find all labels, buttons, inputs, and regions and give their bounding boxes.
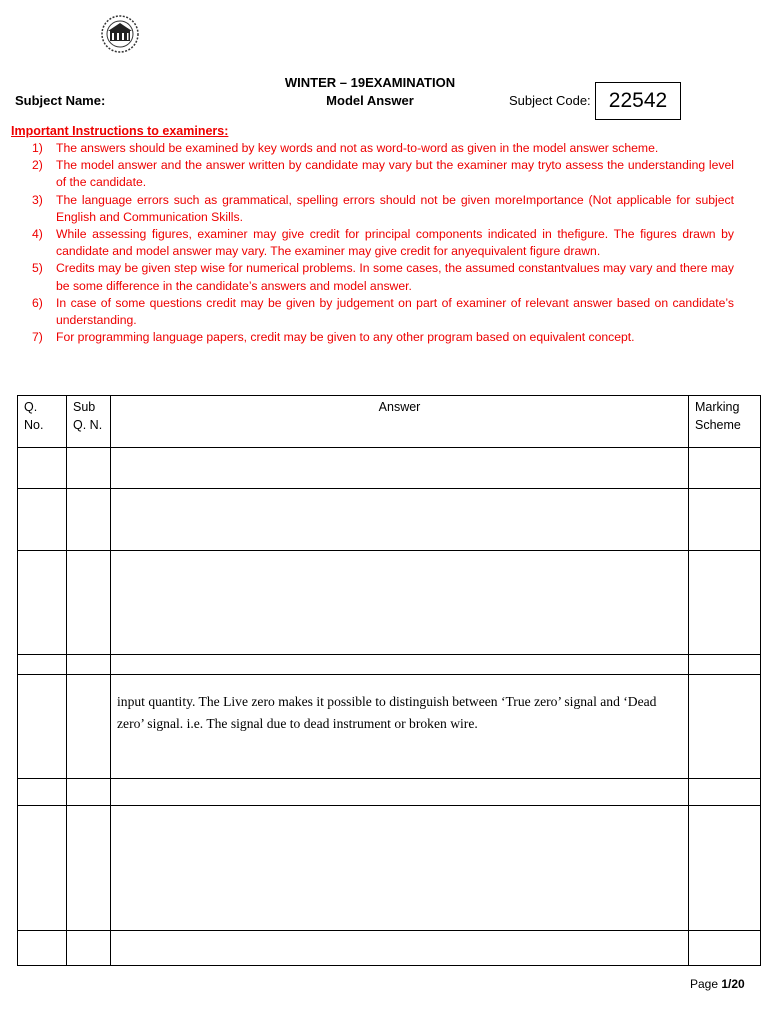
instruction-text: Credits may be given step wise for numerical problems. In some cases, the assumed constantvalues may vary and there may be some difference in the candidate’s answers and model answer. bbox=[56, 261, 734, 293]
instruction-text: The model answer and the answer written by candidate may vary but the examiner may tryto assess the understanding level of the candidate. bbox=[56, 158, 734, 190]
instruction-text: In case of some questions credit may be given by judgement on part of examiner of relevant answer based on candidate’s understanding. bbox=[56, 295, 734, 328]
instruction-number: 1) bbox=[32, 141, 43, 155]
exam-title: WINTER – 19EXAMINATION bbox=[284, 75, 456, 90]
table-row bbox=[18, 931, 761, 966]
instruction-item bbox=[11, 329, 734, 346]
sub-q-no-header: Sub Q. N. bbox=[67, 396, 111, 448]
instructions-list bbox=[11, 140, 734, 346]
instruction-text: While assessing figures, examiner may give credit for principal components indicated in thefigure. The figures drawn by candidate and model answer may vary. The examiner may give credit for anyequivalent figure drawn. bbox=[56, 227, 734, 259]
instruction-text: For programming language papers, credit may be given to any other program based on equivalent concept. bbox=[56, 330, 635, 345]
subject-code-label: Subject Code: bbox=[509, 93, 591, 108]
instruction-number: 6) bbox=[32, 295, 43, 310]
instruction-text: The answers should be examined by key words and not as word-to-word as given in the model answer scheme. bbox=[56, 141, 659, 155]
table-row bbox=[18, 779, 761, 806]
subject-code-box: 22542 bbox=[595, 82, 681, 120]
instruction-item bbox=[11, 157, 734, 191]
table-row bbox=[18, 551, 761, 655]
answer-header: Answer bbox=[111, 396, 689, 448]
instruction-item bbox=[11, 192, 734, 226]
page-number: Page 1/20 bbox=[690, 977, 745, 991]
institution-logo bbox=[97, 14, 143, 54]
instruction-number: 2) bbox=[32, 158, 43, 173]
instruction-item bbox=[11, 295, 734, 329]
instruction-number: 3) bbox=[32, 192, 43, 207]
model-answer-subtitle: Model Answer bbox=[326, 93, 414, 108]
instruction-number: 7) bbox=[32, 330, 43, 345]
answer-text: input quantity. The Live zero makes it possible to distinguish between ‘True zero’ signal and ‘Dead zero’ signal. i.e. The signal due to dead instrument or broken wire. bbox=[117, 694, 657, 731]
instruction-item bbox=[11, 260, 734, 294]
instruction-text: The language errors such as grammatical, spelling errors should not be given moreImportance (Not applicable for subject English and Communication Skills. bbox=[56, 192, 734, 224]
subject-name-label: Subject Name: bbox=[15, 93, 106, 108]
answer-table bbox=[17, 395, 761, 966]
instruction-item bbox=[11, 140, 734, 157]
table-row bbox=[18, 806, 761, 931]
instruction-number: 4) bbox=[32, 227, 43, 242]
table-row bbox=[18, 489, 761, 551]
table-row bbox=[18, 675, 761, 779]
table-row bbox=[18, 448, 761, 489]
marking-scheme-header: Marking Scheme bbox=[689, 396, 761, 448]
instructions-heading: Important Instructions to examiners: bbox=[11, 124, 229, 138]
q-no-header: Q. No. bbox=[18, 396, 67, 448]
table-header-row bbox=[18, 396, 761, 448]
table-row bbox=[18, 655, 761, 675]
instruction-number: 5) bbox=[32, 261, 43, 276]
instruction-item bbox=[11, 226, 734, 260]
